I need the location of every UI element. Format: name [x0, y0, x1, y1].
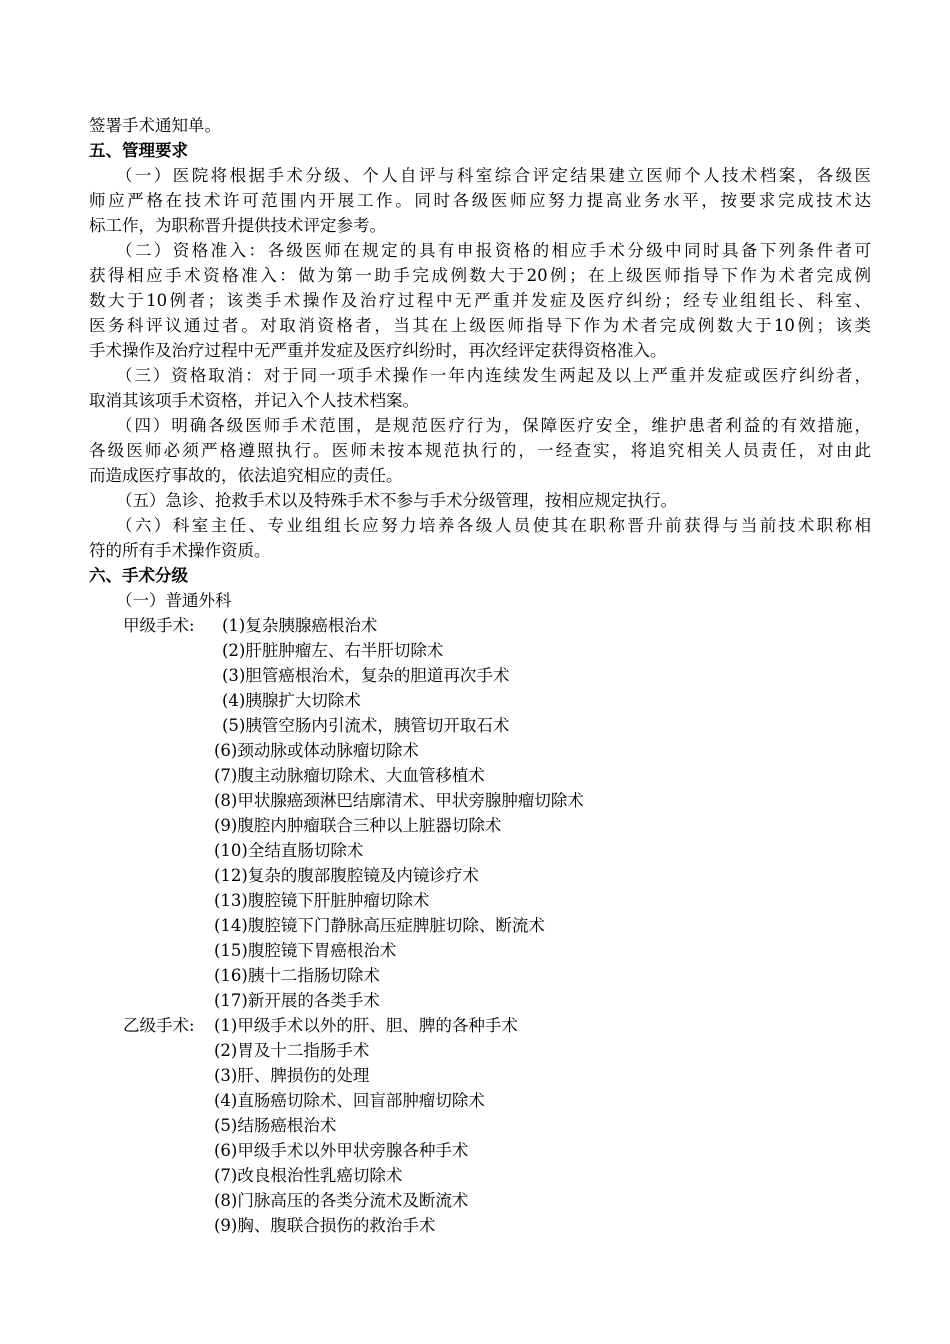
grade-a-item: (5)胰管空肠内引流术，胰管切开取石术: [222, 716, 510, 735]
grade-a-item: (7)腹主动脉瘤切除术、大血管移植术: [214, 766, 485, 785]
section5-heading: 五、管理要求: [89, 141, 188, 160]
grade-a-item: (14)腹腔镜下门静脉高压症脾脏切除、断流术: [214, 916, 545, 935]
grade-b-item: (1)甲级手术以外的肝、胆、脾的各种手术: [214, 1016, 518, 1035]
grade-a-item: (2)肝脏肿瘤左、右半肝切除术: [222, 641, 444, 660]
p4-line1: （四）明确各级医师手术范围，是规范医疗行为，保障医疗安全，维护患者利益的有效措施，: [116, 416, 871, 435]
grade-a-item: (17)新开展的各类手术: [214, 991, 380, 1010]
grade-a-item: (3)胆管癌根治术，复杂的胆道再次手术: [222, 666, 510, 685]
grade-a-item: (10)全结直肠切除术: [214, 841, 364, 860]
grade-b-item: (2)胃及十二指肠手术: [214, 1041, 370, 1060]
subsection-general-surgery: （一）普通外科: [116, 591, 232, 610]
grade-b-item: (7)改良根治性乳癌切除术: [214, 1166, 403, 1185]
grade-a-item: (16)胰十二指肠切除术: [214, 966, 380, 985]
p2-line4: 医务科评议通过者。对取消资格者，当其在上级医师指导下作为术者完成例数大于10例；该类: [89, 316, 871, 335]
grade-b-item: (3)肝、脾损伤的处理: [214, 1066, 370, 1085]
p5-line: （五）急诊、抢救手术以及特殊手术不参与手术分级管理，按相应规定执行。: [116, 491, 677, 510]
p4-line2: 各级医师必须严格遵照执行。医师未按本规范执行的，一经查实，将追究相关人员责任，对由此: [89, 441, 871, 460]
p2-line2: 获得相应手术资格准入：做为第一助手完成例数大于20例；在上级医师指导下作为术者完成例: [89, 266, 871, 285]
grade-a-item: (9)腹腔内肿瘤联合三种以上脏器切除术: [214, 816, 502, 835]
p1-line2: 师应严格在技术许可范围内开展工作。同时各级医师应努力提高业务水平，按要求完成技术达: [89, 191, 871, 210]
grade-a-item: (13)腹腔镜下肝脏肿瘤切除术: [214, 891, 430, 910]
grade-a-item: (12)复杂的腹部腹腔镜及内镜诊疗术: [214, 866, 479, 885]
p6-line2: 符的所有手术操作资质。: [89, 541, 271, 560]
grade-b-item: (5)结肠癌根治术: [214, 1116, 337, 1135]
section6-heading: 六、手术分级: [89, 566, 188, 585]
grade-b-item: (8)门脉高压的各类分流术及断流术: [214, 1191, 469, 1210]
grade-a-item: (6)颈动脉或体动脉瘤切除术: [214, 741, 419, 760]
grade-a-item: (15)腹腔镜下胃癌根治术: [214, 941, 397, 960]
grade-b-item: (4)直肠癌切除术、回盲部肿瘤切除术: [214, 1091, 485, 1110]
grade-a-item: (8)甲状腺癌颈淋巴结廓清术、甲状旁腺肿瘤切除术: [214, 791, 584, 810]
grade-b-item: (6)甲级手术以外甲状旁腺各种手术: [214, 1141, 469, 1160]
grade-b-item: (9)胸、腹联合损伤的救治手术: [214, 1216, 436, 1235]
p1-line3: 标工作，为职称晋升提供技术评定参考。: [89, 216, 386, 235]
p4-line3: 而造成医疗事故的，依法追究相应的责任。: [89, 466, 403, 485]
p2-line1: （二）资格准入：各级医师在规定的具有申报资格的相应手术分级中同时具备下列条件者可: [116, 241, 871, 260]
p6-line1: （六）科室主任、专业组组长应努力培养各级人员使其在职称晋升前获得与当前技术职称相: [116, 516, 871, 535]
grade-a-item: (1)复杂胰腺癌根治术: [222, 616, 378, 635]
p2-line5: 手术操作及治疗过程中无严重并发症及医疗纠纷时，再次经评定获得资格准入。: [89, 341, 667, 360]
grade-b-label: 乙级手术:: [123, 1016, 195, 1035]
p3-line1: （三）资格取消：对于同一项手术操作一年内连续发生两起及以上严重并发症或医疗纠纷者，: [116, 366, 871, 385]
intro-tail: 签署手术通知单。: [89, 116, 221, 135]
grade-a-item: (4)胰腺扩大切除术: [222, 691, 361, 710]
p2-line3: 数大于10例者；该类手术操作及治疗过程中无严重并发症及医疗纠纷；经专业组组长、科室、: [89, 291, 871, 310]
p3-line2: 取消其该项手术资格，并记入个人技术档案。: [89, 391, 419, 410]
p1-line1: （一）医院将根据手术分级、个人自评与科室综合评定结果建立医师个人技术档案，各级医: [116, 166, 871, 185]
grade-a-label: 甲级手术:: [123, 616, 195, 635]
